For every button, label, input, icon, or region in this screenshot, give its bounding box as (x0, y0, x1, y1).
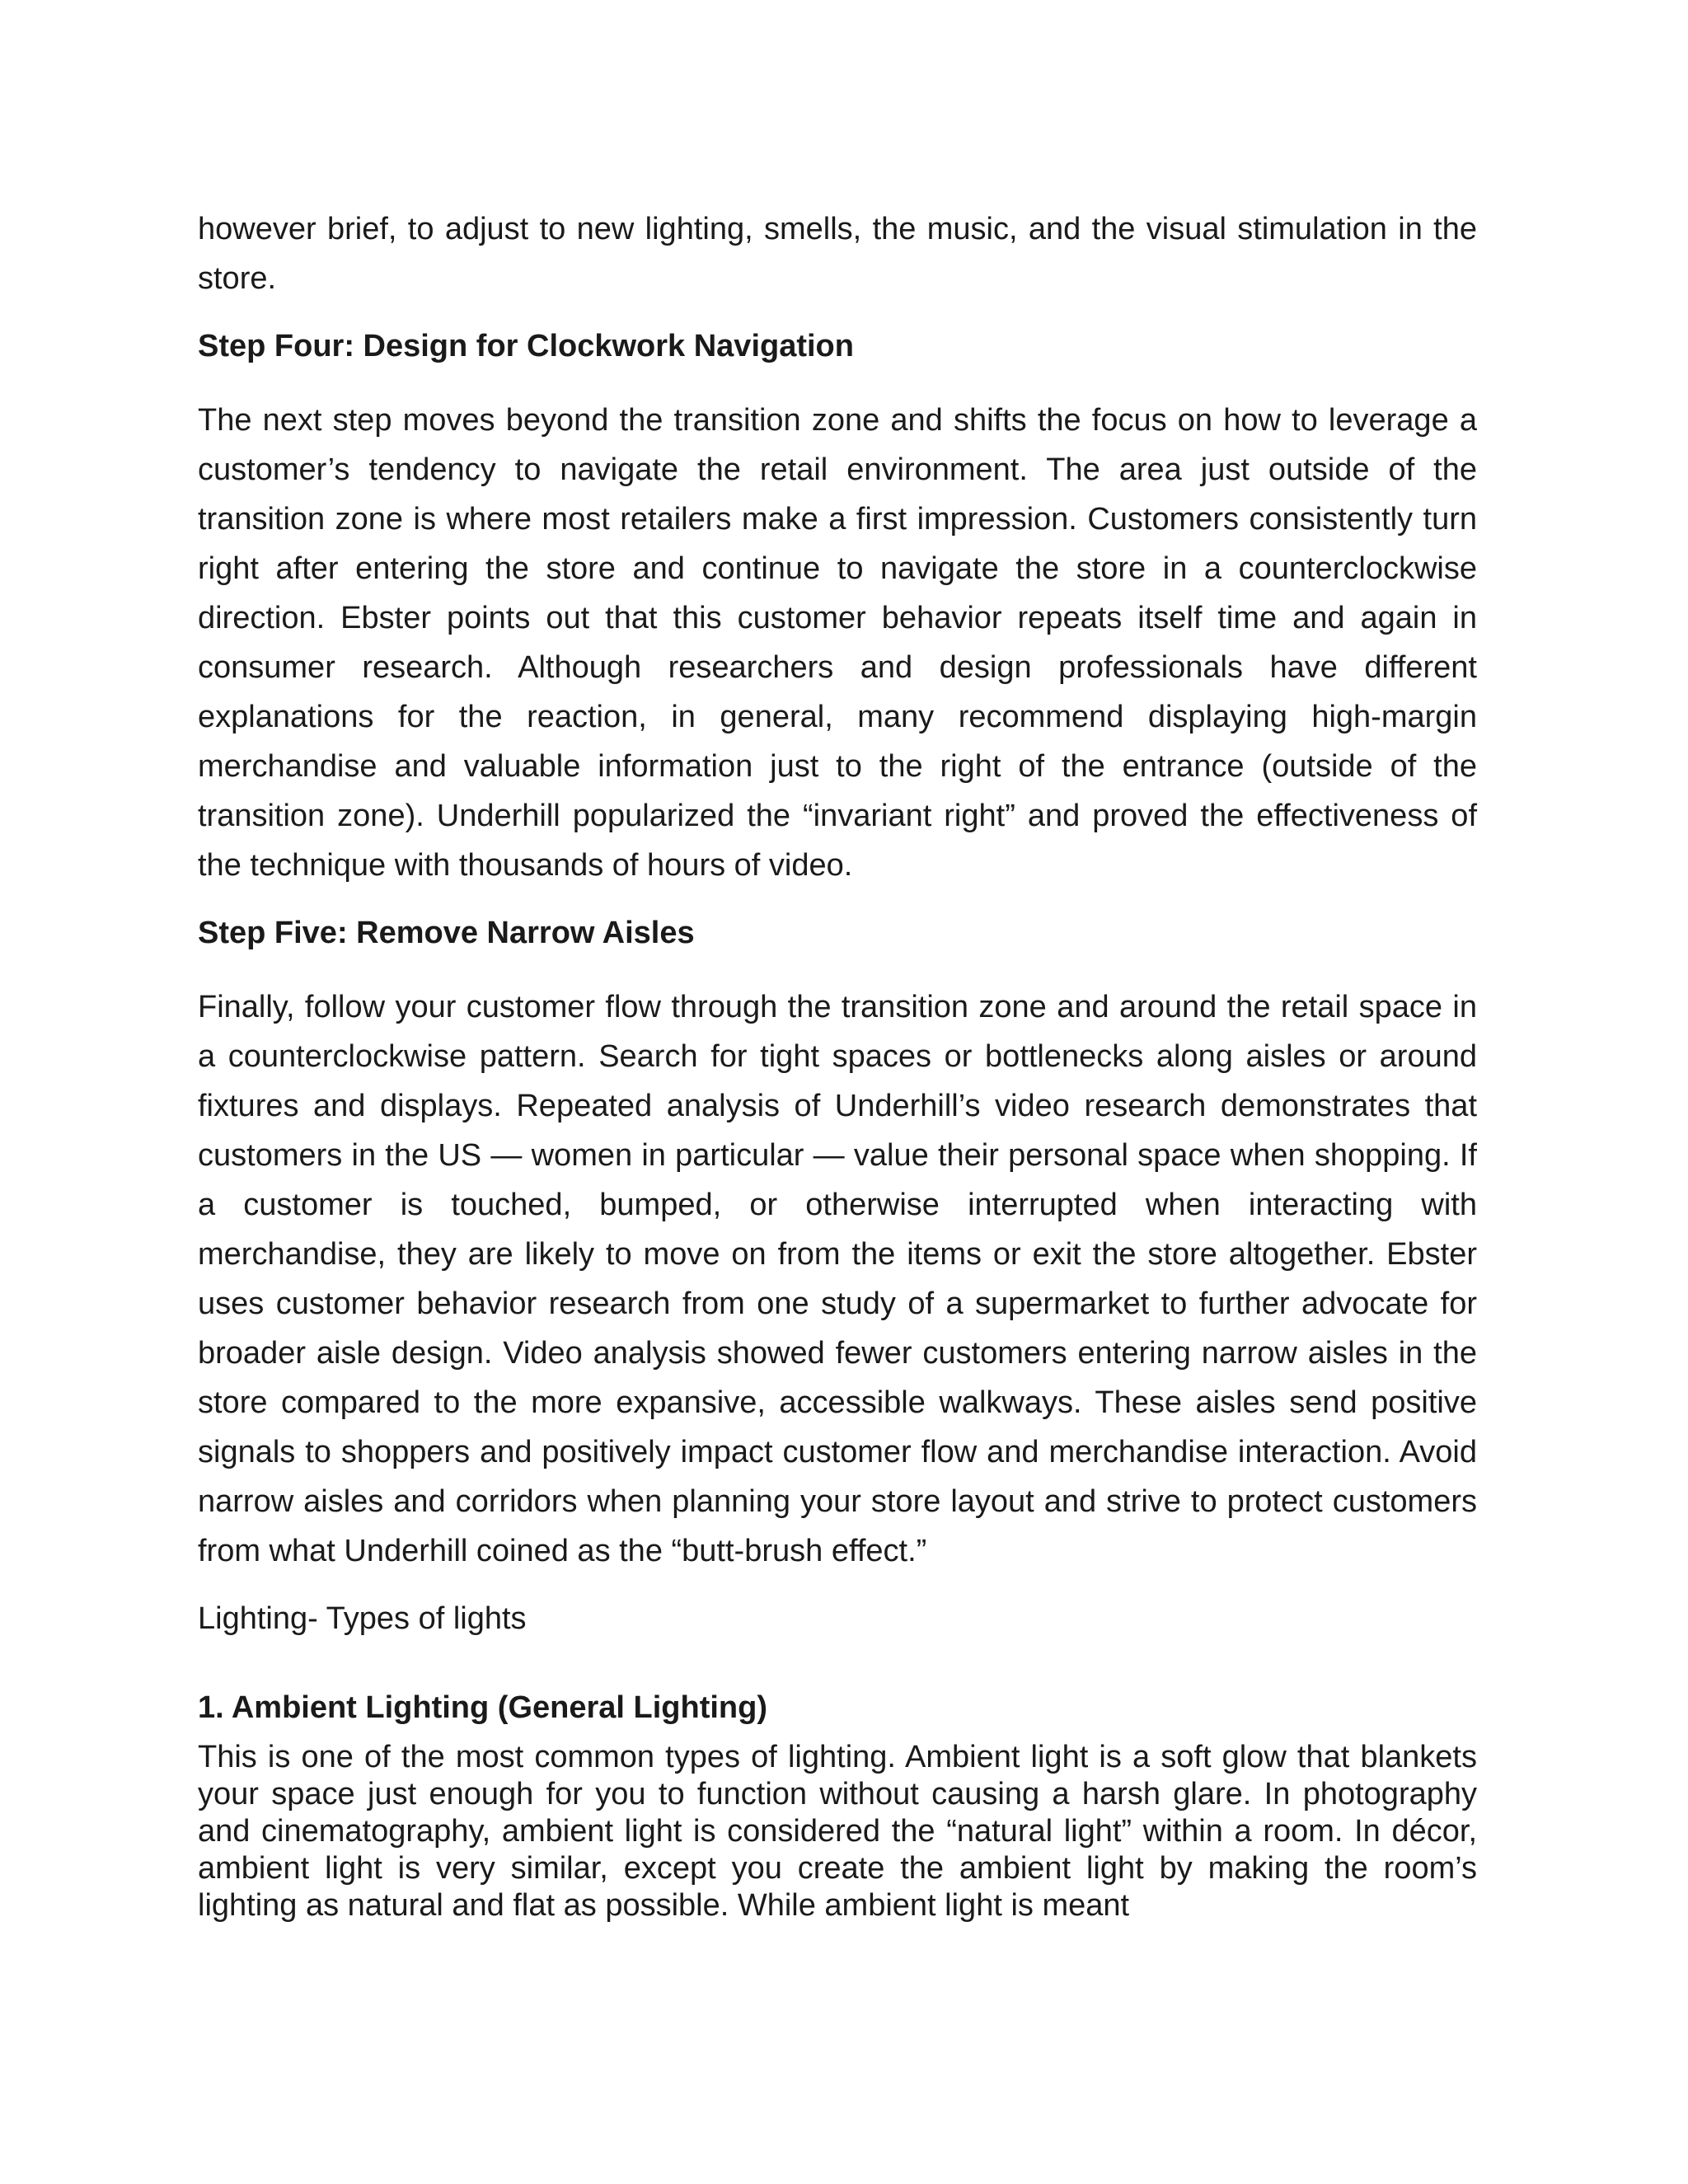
step-five-paragraph: Finally, follow your customer flow through the transition zone and around the retail space in a counterclockwise pattern. Search for tight spaces or bottlenecks along aisles or around fixtures and displays. Repeated analysis of Underhill’s video research demonstrates that customers in the US — women in particular — value their personal space when shopping. If a customer is touched, bumped, or otherwise interrupted when interacting with merchandise, they are likely to move on from the items or exit the store altogether. Ebster uses customer behavior research from one study of a supermarket to further advocate for broader aisle design. Video analysis showed fewer customers entering narrow aisles in the store compared to the more expansive, accessible walkways. These aisles send positive signals to shoppers and positively impact customer flow and merchandise interaction. Avoid narrow aisles and corridors when planning your store layout and strive to protect customers from what Underhill coined as the “butt-brush effect.” (198, 990, 1477, 1568)
ambient-lighting-heading: 1. Ambient Lighting (General Lighting) (198, 1690, 767, 1725)
intro-paragraph: however brief, to adjust to new lighting, smells, the music, and the visual stimulation in the store. (198, 212, 1477, 296)
step-four-heading: Step Four: Design for Clockwork Navigation (198, 329, 854, 363)
lighting-types-label: Lighting- Types of lights (198, 1601, 527, 1636)
step-five-heading: Step Five: Remove Narrow Aisles (198, 916, 695, 950)
step-four-paragraph: The next step moves beyond the transition zone and shifts the focus on how to leverage a customer’s tendency to navigate the retail environment. The area just outside of the transition zone is where most retailers make a first impression. Customers consistently turn right after entering the store and continue to navigate the store in a counterclockwise direction. Ebster points out that this customer behavior repeats itself time and again in consumer research. Although researchers and design professionals have different explanations for the reaction, in general, many recommend displaying high-margin merchandise and valuable information just to the right of the entrance (outside of the transition zone). Underhill popularized the “invariant right” and proved the effectiveness of the technique with thousands of hours of video. (198, 403, 1477, 883)
ambient-lighting-paragraph: This is one of the most common types of lighting. Ambient light is a soft glow that blankets your space just enough for you to function without causing a harsh glare. In photography and cinematography, ambient light is considered the “natural light” within a room. In décor, ambient light is very similar, except you create the ambient light by making the room’s lighting as natural and flat as possible. While ambient light is meant (198, 1740, 1477, 1923)
document-page (198, 204, 1477, 1924)
